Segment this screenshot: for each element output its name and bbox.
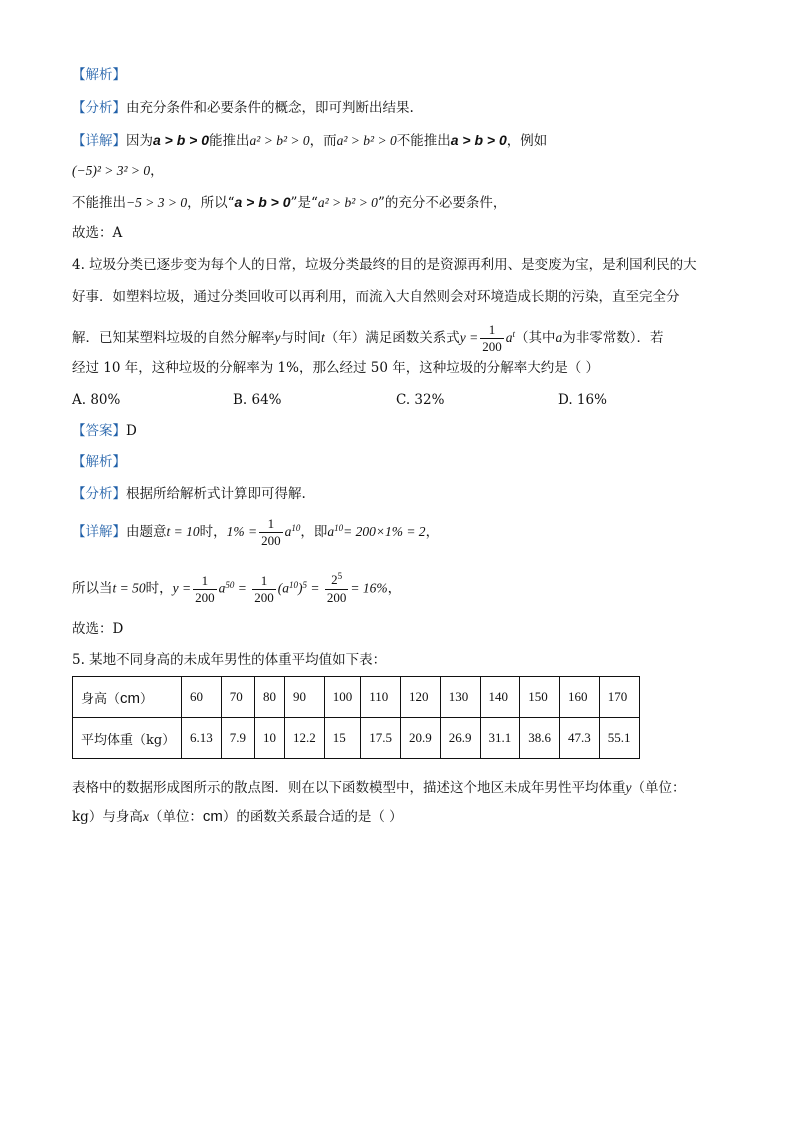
q3-text: 不能推出	[396, 133, 451, 149]
q4-text: （其中	[515, 330, 556, 346]
q3-math-abc: a > b > 0	[153, 132, 210, 148]
q4-answer-line: 故选：D	[72, 621, 124, 637]
header-text: 身高（	[81, 691, 121, 707]
frac-den: 200	[195, 589, 215, 605]
q4-exp: 10	[291, 523, 301, 533]
q4-detail-line1	[72, 516, 439, 549]
q3-math-neg: −5 > 3 > 0	[126, 195, 188, 210]
q4-fenxi-text: 根据所给解析式计算即可得解.	[126, 486, 306, 502]
q5-stem-line2	[72, 779, 686, 797]
table-cell: 47.3	[560, 718, 600, 759]
q3-fenxi-label: 【分析】	[72, 100, 126, 116]
q4-text: ，	[387, 580, 402, 597]
q3-math-a2b2: a² > b² > 0	[249, 133, 310, 148]
table-cell: 55.1	[599, 718, 639, 759]
q4-text: 时，	[199, 524, 227, 540]
q4-detail-line2: 所以当t = 50时，y = $\frac{1}{200}$ $a^{50}$ = $\frac{1}{200}$ $(a^{10})^5$ = $\frac{2^5}{200}$ = 16%，	[72, 571, 402, 605]
table-cell: 80	[255, 677, 285, 718]
frac-num	[325, 572, 349, 590]
q4-stem-line1: 4. 垃圾分类已逐步变为每个人的日常，垃圾分类最终的目的是资源再利用、是变废为宝，是利国利民的大	[72, 257, 697, 273]
q4-option-d: D. 16%	[558, 392, 607, 408]
table-cell: 6.13	[182, 718, 222, 759]
q4-option-b: B. 64%	[233, 392, 282, 408]
q4-stem-line3	[72, 322, 664, 355]
q4-text: 由题意	[126, 524, 167, 540]
q4-analysis	[72, 485, 306, 503]
q3-text: ，而	[309, 133, 337, 149]
frac-num: 1	[480, 322, 504, 339]
table-cell: 26.9	[440, 718, 480, 759]
table-header-height	[73, 677, 182, 718]
q4-var: a	[284, 524, 292, 539]
q3-analysis	[72, 99, 414, 117]
table-cell: 60	[182, 677, 222, 718]
q3-text: 能推出	[209, 133, 250, 149]
q4-fenxi-label: 【分析】	[72, 486, 126, 502]
q5-text: kg）与身高	[72, 809, 143, 825]
q3-math-abc: a > b > 0	[450, 132, 507, 148]
table-cell: 130	[440, 677, 480, 718]
frac-num: 1	[193, 573, 217, 590]
q4-jiexi-label: 【解析】	[72, 454, 126, 470]
q4-exp: 10	[334, 523, 344, 533]
table-cell: 17.5	[361, 718, 401, 759]
q5-stem-line1: 5. 某地不同身高的未成年男性的体重平均值如下表：	[72, 652, 387, 668]
q4-var: a	[327, 524, 335, 539]
q4-eq: y =	[459, 330, 479, 345]
q4-text: ，	[425, 524, 440, 540]
q4-text: 为非零常数）．若	[562, 330, 664, 346]
q3-text: ”的充分不必要条件，	[377, 195, 507, 211]
frac-den: 200	[482, 339, 502, 354]
q3-text: ，例如	[506, 133, 548, 149]
q4-eq: (a	[277, 580, 289, 596]
q4-answer	[72, 422, 137, 440]
frac-den: 200	[326, 590, 347, 605]
header-text: ）	[140, 691, 154, 707]
q4-var: a	[218, 580, 226, 596]
table-row-weight	[73, 718, 640, 759]
q3-text: 不能推出	[72, 195, 126, 211]
q4-exp: 10	[288, 579, 298, 590]
q3-math-a2b2: a² > b² > 0	[317, 195, 378, 210]
q4-exp: 5	[302, 579, 307, 590]
table-cell: 170	[599, 677, 639, 718]
frac-base: 2	[331, 572, 338, 587]
q4-exp: 5	[337, 571, 343, 581]
q4-exp: 50	[225, 579, 235, 590]
table-cell: 110	[361, 677, 401, 718]
q3-text: ”是“	[290, 195, 318, 211]
table-cell: 150	[520, 677, 560, 718]
table-cell: 38.6	[520, 718, 560, 759]
q3-answer-line: 故选：A	[72, 225, 123, 241]
q4-fraction	[193, 573, 217, 606]
q3-text: ，	[150, 163, 164, 179]
q5-text: ）的函数关系最合适的是（ ）	[222, 809, 403, 825]
table-cell: 70	[221, 677, 254, 718]
table-cell: 100	[324, 677, 361, 718]
q4-stem-line4: 经过 10 年，这种垃圾的分解率为 1%，那么经过 50 年，这种垃圾的分解率大约是（ ）	[72, 360, 600, 376]
q4-eq: 1% =	[226, 524, 258, 539]
q4-var: t	[321, 330, 325, 345]
frac-den: 200	[254, 589, 274, 605]
q4-option-a: A. 80%	[72, 392, 121, 408]
q5-text: 表格中的数据形成图所示的散点图．则在以下函数模型中，描述这个地区未成年男性平均体重	[72, 780, 626, 796]
q3-math-abc: a > b > 0	[234, 194, 291, 210]
q5-var: x	[142, 809, 149, 824]
table-cell: 15	[324, 718, 361, 759]
q4-answer-value: D	[126, 423, 137, 439]
q4-eq: t = 10	[166, 524, 200, 539]
q4-var: a	[555, 330, 563, 345]
q3-detail-line1	[72, 131, 547, 150]
q3-detail-line3	[72, 193, 506, 212]
q4-option-c: C. 32%	[396, 392, 445, 408]
q3-jiexi-label: 【解析】	[72, 67, 126, 83]
q4-eq: = 16%	[350, 580, 388, 596]
table-cell: 7.9	[221, 718, 254, 759]
q4-stem-line2: 好事．如塑料垃圾，通过分类回收可以再利用，而流入大自然则会对环境造成长期的污染，直至完全分	[72, 289, 680, 305]
q5-text: （单位：	[631, 780, 686, 796]
q3-xiangjie-label: 【详解】	[72, 133, 126, 149]
table-header-weight: 平均体重（kg）	[73, 718, 182, 759]
q4-text: 时，	[145, 580, 173, 597]
q4-text: （年）满足函数关系式	[324, 330, 460, 346]
table-cell: 90	[285, 677, 325, 718]
table-cell: 120	[401, 677, 441, 718]
q3-fenxi-text: 由充分条件和必要条件的概念，即可判断出结果.	[126, 100, 414, 116]
q4-fraction	[480, 322, 504, 355]
table-cell: 12.2	[285, 718, 325, 759]
q5-var: y	[625, 780, 632, 795]
q4-eq: )	[297, 580, 303, 596]
q4-var: y	[274, 330, 281, 345]
q3-text: ，所以“	[187, 195, 235, 211]
q4-fraction	[259, 516, 283, 549]
table-cell: 10	[255, 718, 285, 759]
q4-text: 解．已知某塑料垃圾的自然分解率	[72, 330, 275, 346]
q4-var: a	[505, 330, 513, 345]
q3-math-a2b2: a² > b² > 0	[336, 133, 397, 148]
q4-exp: t	[512, 329, 516, 339]
q4-fraction	[252, 573, 276, 606]
frac-den: 200	[261, 533, 281, 548]
q4-eq: = 200×1% = 2	[343, 524, 426, 539]
q4-xiangjie-label: 【详解】	[72, 524, 126, 540]
q3-detail-line2	[72, 162, 164, 180]
q3-example: (−5)² > 3² > 0	[72, 163, 151, 178]
q4-text: 与时间	[280, 330, 321, 346]
q4-eq: y =	[172, 580, 192, 596]
table-cell: 160	[560, 677, 600, 718]
table-cell: 140	[480, 677, 520, 718]
q4-fraction	[325, 572, 349, 606]
table-cell: 31.1	[480, 718, 520, 759]
frac-num: 1	[259, 516, 283, 533]
q5-text: （单位：	[148, 809, 203, 825]
q4-text: 所以当	[72, 580, 113, 597]
table-cell: 20.9	[401, 718, 441, 759]
q3-text: 因为	[126, 133, 153, 149]
q4-text: ，即	[300, 524, 328, 540]
frac-num: 1	[252, 573, 276, 590]
q5-unit: cm	[202, 808, 223, 825]
height-weight-table	[72, 676, 640, 759]
q4-eq: t = 50	[112, 580, 146, 596]
q5-stem-line3	[72, 808, 403, 826]
header-unit: cm	[120, 689, 141, 707]
table-row-height	[73, 677, 640, 718]
q4-answer-label: 【答案】	[72, 423, 126, 439]
